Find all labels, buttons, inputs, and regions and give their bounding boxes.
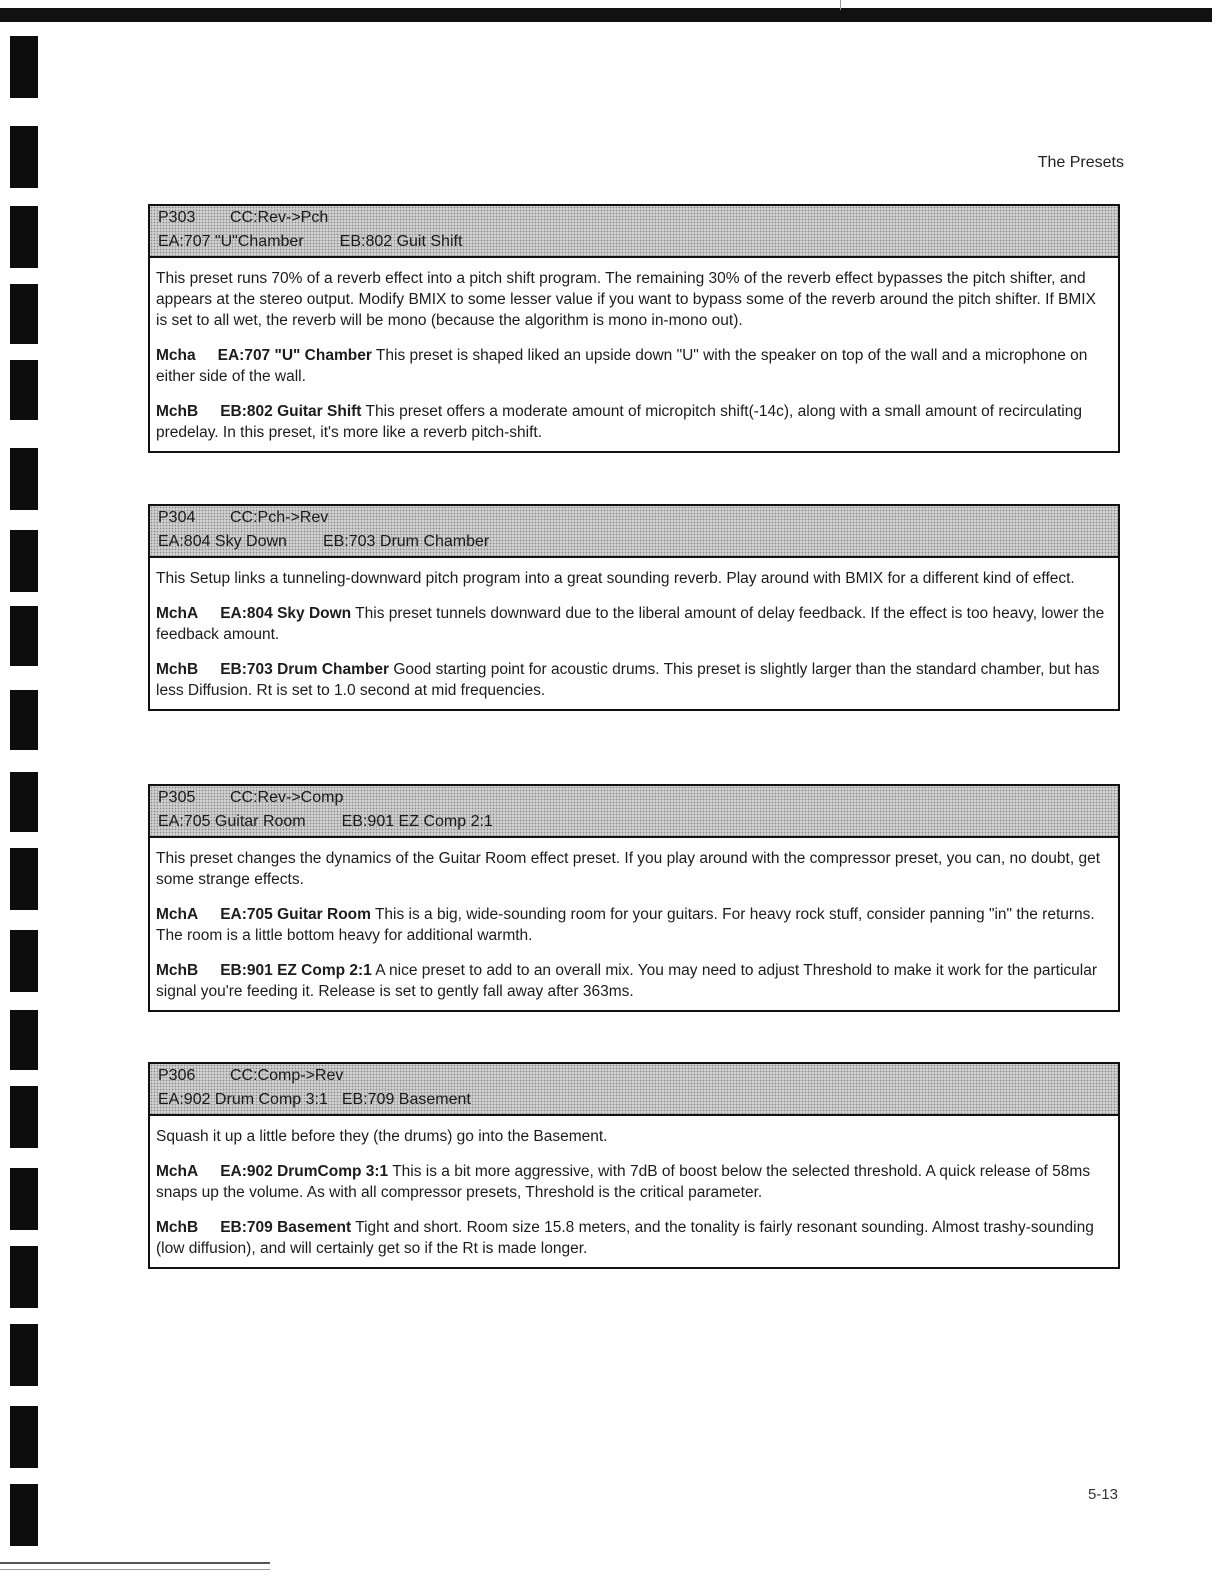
machine-a-effect: EA:804 Sky Down — [220, 605, 352, 622]
preset-header — [150, 1064, 1118, 1116]
preset-p303 — [148, 204, 1120, 453]
machine-a-effect: EA:705 Guitar Room — [220, 906, 371, 923]
machine-a-effect: EA:902 DrumComp 3:1 — [220, 1163, 389, 1180]
machine-a-text: This preset tunnels downward due to the liberal amount of delay feedback. If the effect is too heavy, lower the feedback amount. — [156, 605, 1105, 643]
machine-a-paragraph — [156, 345, 1110, 387]
preset-body — [150, 258, 1118, 451]
preset-header — [150, 506, 1118, 558]
bottom-rule — [0, 1569, 270, 1570]
machine-b-paragraph — [156, 960, 1110, 1002]
machine-a-paragraph — [156, 904, 1110, 946]
preset-chain: CC:Pch->Rev — [230, 509, 329, 526]
binder-hole — [10, 36, 38, 98]
binder-hole — [10, 1010, 38, 1070]
preset-effect-b: EB:901 EZ Comp 2:1 — [341, 813, 493, 830]
preset-intro: This Setup links a tunneling-downward pitch program into a great sounding reverb. Play around with BMIX for a different kind of effect. — [156, 570, 1075, 587]
binder-hole — [10, 1406, 38, 1468]
preset-body — [150, 1116, 1118, 1267]
binder-hole — [10, 930, 38, 992]
machine-b-effect: EB:901 EZ Comp 2:1 — [220, 962, 372, 979]
machine-b-effect: EB:703 Drum Chamber — [220, 661, 390, 678]
preset-p306 — [148, 1062, 1120, 1269]
binder-hole — [10, 1168, 38, 1230]
binder-hole — [10, 1086, 38, 1148]
machine-a-label: Mcha — [156, 347, 196, 364]
machine-a-text: This is a bit more aggressive, with 7dB of boost below the selected threshold. A quick release of 58ms snaps up the volume. As with all compressor presets, Threshold is the critical parameter. — [156, 1163, 1091, 1201]
preset-intro: This preset runs 70% of a reverb effect into a pitch shift program. The remaining 30% of the reverb effect bypasses the pitch shifter, and appears at the stereo output. Modify BMIX to some lesser value if you want to bypass some of the reverb around the pitch shifter. If BMIX is set to all wet, the reverb will be mono (because the algorithm is mono in-mono out). — [156, 270, 1096, 329]
preset-effect-b: EB:709 Basement — [341, 1091, 471, 1108]
machine-a-label: MchA — [156, 906, 199, 923]
machine-b-text: Tight and short. Room size 15.8 meters, and the tonality is fairly resonant sounding. Almost trashy-sounding (low diffusion), and will certainly get so if the Rt is made longer. — [156, 1219, 1094, 1257]
preset-effect-b: EB:802 Guit Shift — [339, 233, 463, 250]
binder-hole — [10, 360, 38, 420]
preset-chain: CC:Comp->Rev — [230, 1067, 344, 1084]
machine-b-label: MchB — [156, 661, 199, 678]
binder-hole — [10, 1484, 38, 1546]
machine-b-text: A nice preset to add to an overall mix. You may need to adjust Threshold to make it work for the particular signal you're feeding it. Release is set to gently fall away after 363ms. — [156, 962, 1097, 1000]
preset-body — [150, 558, 1118, 709]
preset-effect-a: EA:705 Guitar Room — [158, 813, 306, 830]
preset-effect-a: EA:707 "U"Chamber — [158, 233, 304, 250]
machine-a-effect: EA:707 "U" Chamber — [217, 347, 372, 364]
preset-intro: This preset changes the dynamics of the Guitar Room effect preset. If you play around with the compressor preset, you can, no doubt, get some strange effects. — [156, 850, 1101, 888]
preset-effect-a: EA:804 Sky Down — [158, 533, 287, 550]
preset-p304 — [148, 504, 1120, 711]
machine-a-paragraph — [156, 603, 1110, 645]
machine-b-text: This preset offers a moderate amount of micropitch shift(-14c), along with a small amount of recirculating predelay. In this preset, it's more like a reverb pitch-shift. — [156, 403, 1082, 441]
preset-effect-a: EA:902 Drum Comp 3:1 — [158, 1091, 328, 1108]
machine-b-paragraph — [156, 1217, 1110, 1259]
preset-header — [150, 786, 1118, 838]
binder-hole — [10, 530, 38, 592]
preset-p305 — [148, 784, 1120, 1012]
preset-chain: CC:Rev->Pch — [230, 209, 329, 226]
binder-hole — [10, 448, 38, 510]
top-tick — [840, 0, 841, 10]
machine-b-paragraph — [156, 659, 1110, 701]
preset-id: P303 — [158, 209, 196, 226]
machine-a-label: MchA — [156, 605, 199, 622]
binder-hole — [10, 848, 38, 910]
preset-header — [150, 206, 1118, 258]
preset-chain: CC:Rev->Comp — [230, 789, 344, 806]
machine-b-text: Good starting point for acoustic drums. This preset is slightly larger than the standard chamber, but has less Diffusion. Rt is set to 1.0 second at mid frequencies. — [156, 661, 1100, 699]
machine-b-label: MchB — [156, 962, 199, 979]
binder-hole — [10, 1246, 38, 1308]
preset-id: P304 — [158, 509, 196, 526]
machine-a-text: This preset is shaped liked an upside down "U" with the speaker on top of the wall and a microphone on either side of the wall. — [156, 347, 1088, 385]
machine-b-effect: EB:709 Basement — [220, 1219, 352, 1236]
machine-b-label: MchB — [156, 403, 199, 420]
preset-id: P306 — [158, 1067, 196, 1084]
page-number: 5-13 — [1087, 1486, 1118, 1503]
machine-a-label: MchA — [156, 1163, 199, 1180]
top-rule — [0, 8, 1212, 22]
binder-hole — [10, 606, 38, 666]
preset-body — [150, 838, 1118, 1010]
preset-intro: Squash it up a little before they (the drums) go into the Basement. — [156, 1128, 608, 1145]
binder-hole — [10, 284, 38, 344]
preset-id: P305 — [158, 789, 196, 806]
page-header: The Presets — [1037, 154, 1124, 171]
binder-hole — [10, 126, 38, 188]
machine-a-text: This is a big, wide-sounding room for your guitars. For heavy rock stuff, consider panning "in" the returns. The room is a little bottom heavy for additional warmth. — [156, 906, 1095, 944]
binder-hole — [10, 690, 38, 750]
machine-a-paragraph — [156, 1161, 1110, 1203]
bottom-rule — [0, 1562, 270, 1564]
binder-hole — [10, 772, 38, 832]
machine-b-label: MchB — [156, 1219, 199, 1236]
machine-b-effect: EB:802 Guitar Shift — [220, 403, 362, 420]
binder-hole — [10, 206, 38, 268]
binder-hole — [10, 1324, 38, 1386]
machine-b-paragraph — [156, 401, 1110, 443]
preset-effect-b: EB:703 Drum Chamber — [322, 533, 490, 550]
